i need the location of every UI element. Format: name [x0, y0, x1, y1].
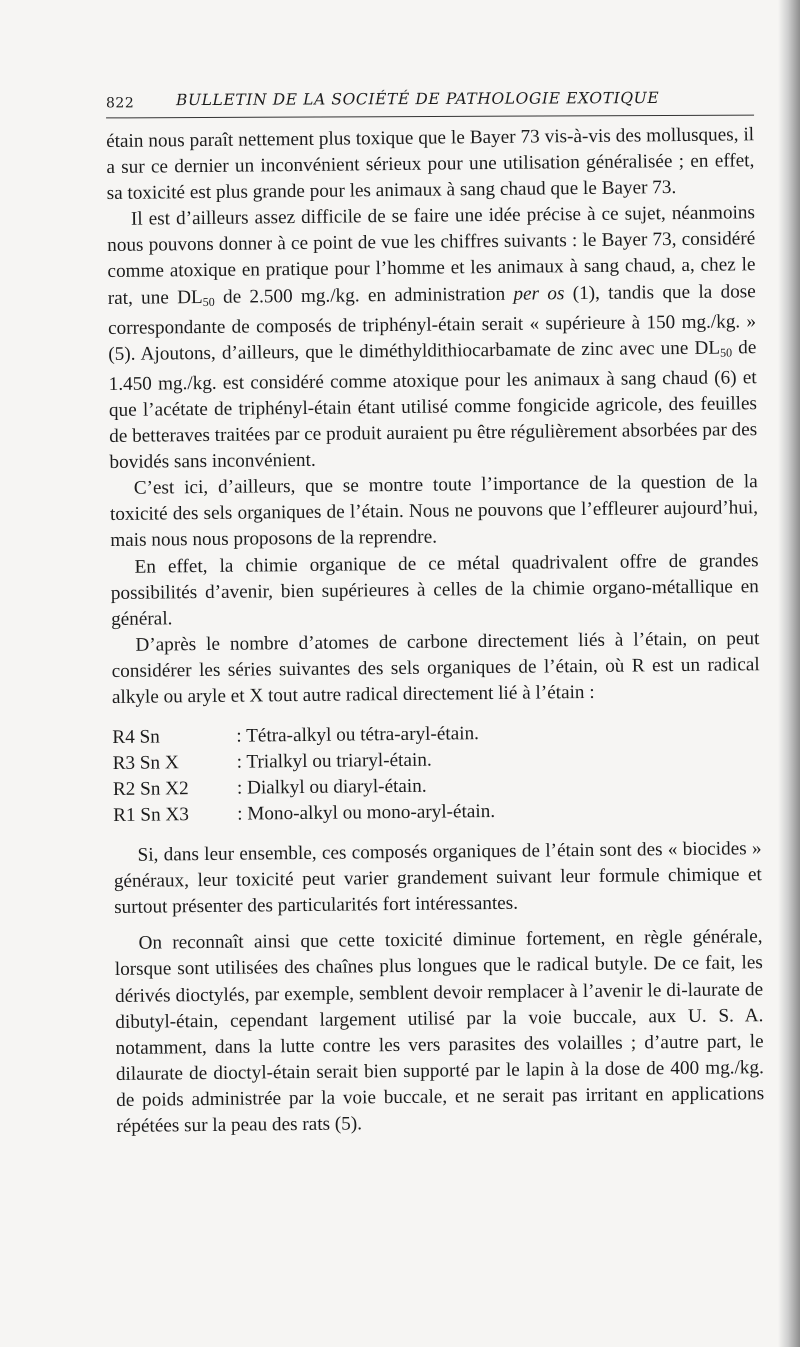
series-row — [113, 796, 761, 829]
series-formula: R4 Sn — [112, 726, 160, 749]
paragraph-5: D’après le nombre d’atomes de carbone directement liés à l’étain, on peut considérer les séries suivantes des sels organiques de l’étain, où R est un radical alkyle ou aryle et X tout autre radical directement lié à l’étain : — [111, 627, 760, 708]
paragraph-1: étain nous paraît nettement plus toxique que le Bayer 73 vis-à-vis des mollusques, il a sur ce dernier un inconvénient sérieux pour une utilisation généralisée ; en effet, sa toxicité est plus grande pour les animaux à sang chaud que le Bayer 73. — [106, 124, 755, 205]
dl50-subscript: 50 — [720, 345, 733, 360]
binding-shadow — [778, 0, 800, 1347]
organotin-series-list — [112, 718, 761, 829]
paragraph-2 — [107, 200, 758, 476]
series-formula: R3 Sn X — [112, 752, 179, 775]
paragraph-3: C’est ici, d’ailleurs, que se montre toute l’importance de la question de la toxicité des sels organiques de l’étain. Nous ne pouvons que l’effleurer aujourd’hui, mais nous nous proposons de la reprendre. — [109, 471, 759, 552]
paragraph-6: Si, dans leur ensemble, ces composés organiques de l’étain sont des « biocides » généraux, leur toxicité peut varier grandement suivant leur formule chimique et surtout présenter des particularités fort intéressantes. — [113, 838, 762, 919]
running-title: BULLETIN DE LA SOCIÉTÉ DE PATHOLOGIE EXOTIQUE — [175, 88, 660, 110]
series-description: : Mono-alkyl ou mono-aryl-étain. — [237, 801, 496, 825]
series-description: : Dialkyl ou diaryl-étain. — [236, 775, 427, 799]
series-formula: R2 Sn X2 — [112, 778, 189, 801]
paragraph-2-text-a: Il est d’ailleurs assez difficile de se faire une idée précise à ce sujet, néanmoins nous pouvons donner à ce point de vue les chiffres suivants : le Bayer 73, considéré comme atoxique en pratique pour l’homme et les animaux à sang chaud, a, chez le rat, une DL — [107, 202, 756, 309]
series-description: : Tétra-alkyl ou tétra-aryl-étain. — [236, 723, 480, 747]
dl50-subscript: 50 — [202, 294, 215, 309]
paragraph-4: En effet, la chimie organique de ce métal quadrivalent offre de grandes possibilités d’avenir, bien supérieures à celles de la chimie organo-métallique en général. — [110, 549, 759, 630]
paragraph-2-text-c: (1), tandis que la dose correspondante de composés de triphényl-étain serait « supérieure à 150 mg./kg. » (5). Ajoutons, d’ailleurs, que le diméthyldithiocarbamate de zinc avec une DL — [107, 280, 757, 365]
paragraph-2-text-b: de 2.500 mg./kg. en administration — [214, 283, 514, 308]
paragraph-2-text-d: de 1.450 mg./kg. est considéré comme atoxique pour les animaux à sang chaud (6) et que l’acétate de triphényl-étain étant utilisé comme fongicide agricole, des feuilles de betteraves traitées par ce produit auraient pu être régulièrement absorbées par des bovidés sans inconvénient. — [108, 336, 758, 474]
paragraph-7: On reconnaît ainsi que cette toxicité diminue fortement, en règle générale, lorsque sont utilisées des chaînes plus longues que le radical butyle. De ce fait, les dérivés dioctylés, par exemple, semblent devoir remplacer à l’avenir le di-laurate de dibutyl-étain, cependant largement utilisé par la voie buccale, aux U. S. A. notamment, dans la lutte contre les vers parasites des volailles ; d’autre part, le dilaurate de dioctyl-étain serait bien supporté par le lapin à la dose de 400 mg./kg. de poids administrée par la voie buccale, et ne serait pas irritant en applications répétées sur la peau des rats (5). — [114, 926, 765, 1137]
page-header — [106, 85, 754, 119]
article-body — [106, 122, 765, 1140]
series-formula: R1 Sn X3 — [113, 804, 189, 827]
page-number: 822 — [105, 95, 135, 112]
per-os-italic: per os — [513, 282, 565, 305]
series-description: : Trialkyl ou triaryl-étain. — [236, 749, 432, 773]
